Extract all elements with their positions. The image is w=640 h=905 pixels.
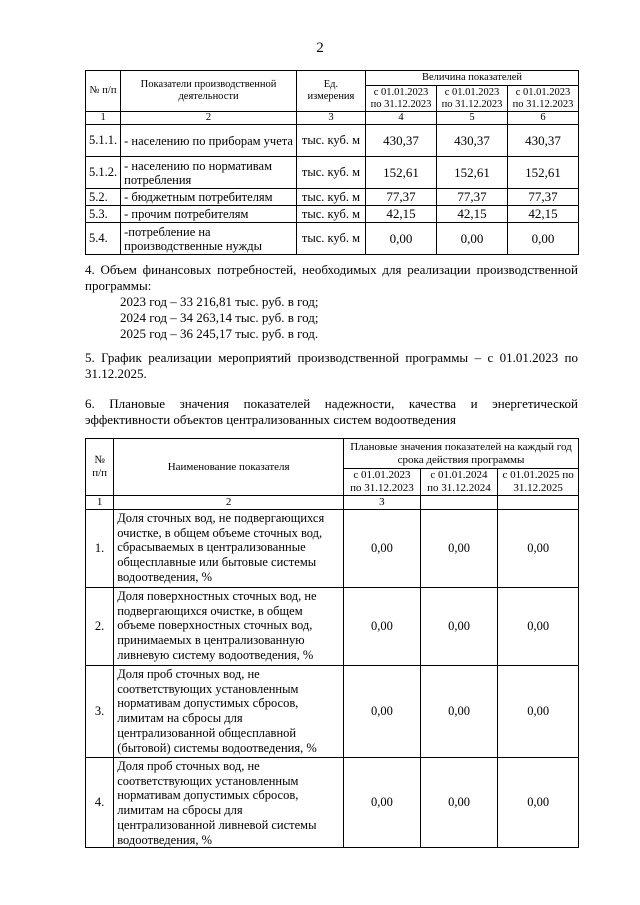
row-value: 77,37 — [507, 189, 578, 206]
col-number: 6 — [507, 112, 578, 125]
row-label: - бюджетным потребителям — [121, 189, 297, 206]
table-row — [86, 206, 579, 223]
header-period: с 01.01.2023 по 31.12.2023 — [344, 469, 421, 496]
column-number-row — [86, 112, 579, 125]
row-value: 77,37 — [365, 189, 436, 206]
row-unit: тыс. куб. м — [296, 189, 365, 206]
header-period: с 01.01.2023 по 31.12.2023 — [436, 86, 507, 112]
row-label: Доля поверхностных сточных вод, не подвергающихся очистке, в общем объеме поверхностных сточных вод, принимаемых в централизованную ливневую систему водоотведения, % — [114, 588, 344, 666]
header-unit: Ед. измерения — [296, 71, 365, 112]
row-value: 0,00 — [420, 588, 498, 666]
row-value: 430,37 — [365, 125, 436, 157]
col-number: 4 — [365, 112, 436, 125]
row-label: -потребление на производственные нужды — [121, 223, 297, 255]
row-value: 152,61 — [507, 157, 578, 189]
row-label: Доля проб сточных вод, не соответствующих установленным нормативам допустимых сбросов, лимитам на сбросы для централизованной общесплавной (бытовой) системы водоотведения, % — [114, 666, 344, 758]
header-value-group: Величина показателей — [365, 71, 578, 86]
row-value: 0,00 — [344, 666, 421, 758]
row-value: 0,00 — [498, 510, 579, 588]
table-header-row — [86, 71, 579, 86]
header-num: № п/п — [86, 71, 121, 112]
row-value: 0,00 — [507, 223, 578, 255]
row-num: 5.1.2. — [86, 157, 121, 189]
header-plan-group: Плановые значения показателей на каждый год срока действия программы — [344, 439, 579, 469]
row-unit: тыс. куб. м — [296, 206, 365, 223]
table-row — [86, 223, 579, 255]
row-value: 430,37 — [507, 125, 578, 157]
table-row — [86, 510, 579, 588]
col-number: 1 — [86, 496, 114, 510]
col-number: 2 — [121, 112, 297, 125]
table-row — [86, 125, 579, 157]
row-unit: тыс. куб. м — [296, 157, 365, 189]
col-number: 5 — [436, 112, 507, 125]
row-value: 0,00 — [344, 510, 421, 588]
row-value: 0,00 — [498, 758, 579, 848]
row-label: Доля сточных вод, не подвергающихся очистке, в общем объеме сточных вод, сбрасываемых в централизованные общесплавные или бытовые системы водоотведения, % — [114, 510, 344, 588]
column-number-row — [86, 496, 579, 510]
row-num: 2. — [86, 588, 114, 666]
row-num: 3. — [86, 666, 114, 758]
row-value: 152,61 — [365, 157, 436, 189]
row-num: 5.1.1. — [86, 125, 121, 157]
col-number: 1 — [86, 112, 121, 125]
row-num: 5.3. — [86, 206, 121, 223]
row-unit: тыс. куб. м — [296, 125, 365, 157]
row-value: 0,00 — [420, 510, 498, 588]
reliability-indicators-table — [85, 438, 579, 848]
row-value: 0,00 — [498, 666, 579, 758]
header-name: Наименование показателя — [114, 439, 344, 496]
col-number: 3 — [344, 496, 421, 510]
row-value: 77,37 — [436, 189, 507, 206]
row-value: 42,15 — [507, 206, 578, 223]
row-value: 0,00 — [365, 223, 436, 255]
row-num: 4. — [86, 758, 114, 848]
row-value: 42,15 — [365, 206, 436, 223]
row-value: 0,00 — [420, 666, 498, 758]
col-number — [420, 496, 498, 510]
row-num: 5.4. — [86, 223, 121, 255]
table-row — [86, 588, 579, 666]
col-number: 3 — [296, 112, 365, 125]
row-value: 0,00 — [420, 758, 498, 848]
row-num: 1. — [86, 510, 114, 588]
header-num: № п/п — [86, 439, 114, 496]
section-6-text: 6. Плановые значения показателей надежности, качества и энергетической эффективности объектов централизованных систем водоотведения — [85, 396, 578, 427]
table-header-row — [86, 439, 579, 469]
header-period: с 01.01.2023 по 31.12.2023 — [507, 86, 578, 112]
header-indicator: Показатели производственной деятельности — [121, 71, 297, 112]
row-label: - населению по приборам учета — [121, 125, 297, 157]
row-value: 0,00 — [498, 588, 579, 666]
row-value: 42,15 — [436, 206, 507, 223]
row-value: 0,00 — [436, 223, 507, 255]
row-value: 0,00 — [344, 758, 421, 848]
table-row — [86, 189, 579, 206]
row-label: - прочим потребителям — [121, 206, 297, 223]
section-4-text: 4. Объем финансовых потребностей, необходимых для реализации производственной программы: — [85, 262, 578, 293]
table-row — [86, 758, 579, 848]
section-5-text: 5. График реализации мероприятий производственной программы – с 01.01.2023 по 31.12.2025. — [85, 350, 578, 381]
row-label: Доля проб сточных вод, не соответствующих установленным нормативам допустимых сбросов, лимитам на сбросы для централизованной ливневой системы водоотведения, % — [114, 758, 344, 848]
production-indicators-table — [85, 70, 579, 255]
table-row — [86, 157, 579, 189]
page-number: 2 — [316, 40, 324, 56]
header-period: с 01.01.2024 по 31.12.2024 — [420, 469, 498, 496]
row-label: - населению по нормативам потребления — [121, 157, 297, 189]
financial-year-2023: 2023 год – 33 216,81 тыс. руб. в год; — [120, 294, 319, 309]
row-value: 0,00 — [344, 588, 421, 666]
row-value: 430,37 — [436, 125, 507, 157]
financial-year-2025: 2025 год – 36 245,17 тыс. руб. в год. — [120, 326, 319, 341]
row-value: 152,61 — [436, 157, 507, 189]
row-num: 5.2. — [86, 189, 121, 206]
header-period: с 01.01.2025 по 31.12.2025 — [498, 469, 579, 496]
col-number: 2 — [114, 496, 344, 510]
row-unit: тыс. куб. м — [296, 223, 365, 255]
financial-year-2024: 2024 год – 34 263,14 тыс. руб. в год; — [120, 310, 319, 325]
col-number — [498, 496, 579, 510]
table-row — [86, 666, 579, 758]
header-period: с 01.01.2023 по 31.12.2023 — [365, 86, 436, 112]
